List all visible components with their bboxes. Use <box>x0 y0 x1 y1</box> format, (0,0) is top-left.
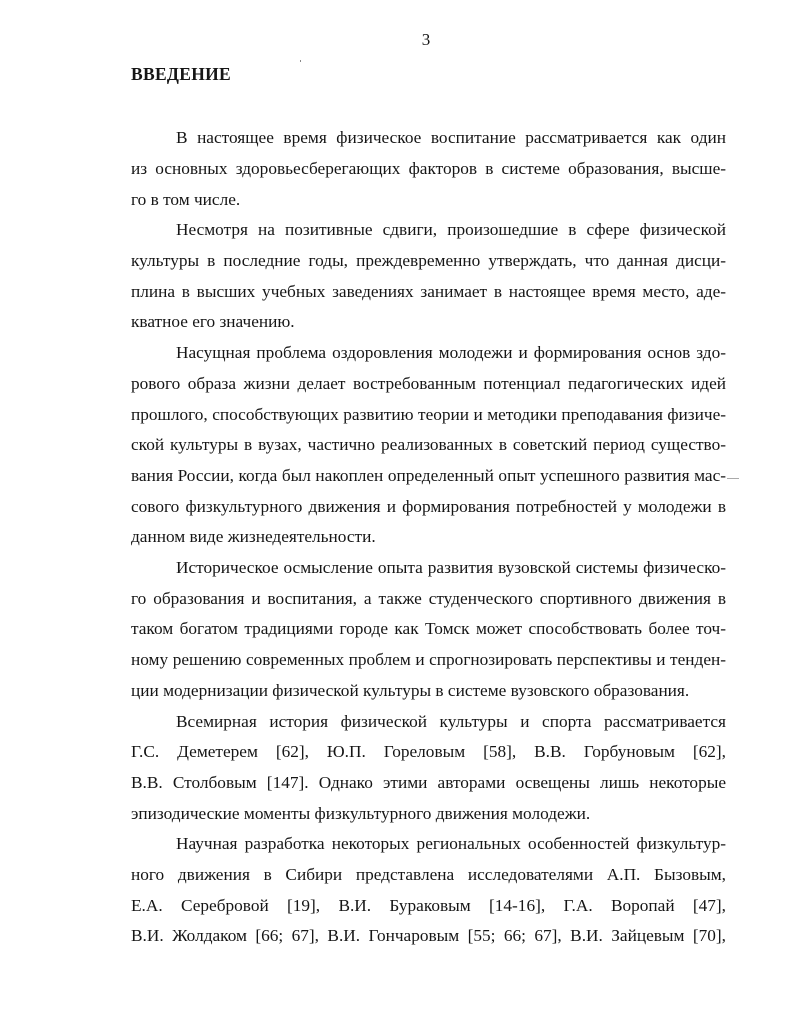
text-line: Несмотря на позитивные сдвиги, произошедшие в сфере физической <box>176 220 726 239</box>
text-line: Е.А. Серебровой [19], В.И. Бураковым [14-16], Г.А. Воропай [47], <box>131 896 726 915</box>
text-line: ции модернизации физической культуры в системе вузовского образования. <box>131 681 690 700</box>
text-line: из основных здоровьесберегающих факторов в системе образования, высше- <box>131 159 726 178</box>
text-line: В.И. Жолдаком [66; 67], В.И. Гончаровым [55; 66; 67], В.И. Зайцевым [70], <box>131 926 726 945</box>
text-line: ской культуры в вузах, частично реализованных в советский период существо- <box>131 435 726 454</box>
text-line: таком богатом традициями городе как Томск может способствовать более точ- <box>131 619 726 638</box>
text-line: В настоящее время физическое воспитание рассматривается как один <box>176 128 726 147</box>
text-line: культуры в последние годы, преждевременно утверждать, что данная дисци- <box>131 251 726 270</box>
text-line: сового физкультурного движения и формирования потребностей у молодежи в <box>131 497 726 516</box>
page-number: 3 <box>421 30 431 49</box>
text-line: го образования и воспитания, а также студенческого спортивного движения в <box>131 589 726 608</box>
text-line: ному решению современных проблем и спрогнозировать перспективы и тенден- <box>131 650 726 669</box>
text-line: вания России, когда был накоплен определенный опыт успешного развития мас- <box>131 466 726 485</box>
text-line: ного движения в Сибири представлена исследователями А.П. Бызовым, <box>131 865 726 884</box>
text-line: кватное его значению. <box>131 312 295 331</box>
section-heading: ВВЕДЕНИЕ <box>131 64 232 84</box>
text-line: эпизодические моменты физкультурного движения молодежи. <box>131 804 591 823</box>
text-line: го в том числе. <box>131 190 241 209</box>
text-line: В.В. Столбовым [147]. Однако этими авторами освещены лишь некоторые <box>131 773 726 792</box>
text-line: данном виде жизнедеятельности. <box>131 527 376 546</box>
text-line: Насущная проблема оздоровления молодежи и формирования основ здо- <box>176 343 726 362</box>
text-line: прошлого, способствующих развитию теории и методики преподавания физиче- <box>131 405 726 424</box>
text-line: Научная разработка некоторых региональных особенностей физкультур- <box>176 834 726 853</box>
text-line: плина в высших учебных заведениях занимает в настоящее время место, аде- <box>131 282 726 301</box>
text-line: Историческое осмысление опыта развития вузовской системы физическо- <box>176 558 726 577</box>
text-line: рового образа жизни делает востребованным потенциал педагогических идей <box>131 374 726 393</box>
scan-speck <box>300 60 301 62</box>
text-line: Г.С. Деметерем [62], Ю.П. Гореловым [58], В.В. Горбуновым [62], <box>131 742 726 761</box>
scan-speck <box>727 478 739 479</box>
text-line: Всемирная история физической культуры и спорта рассматривается <box>176 712 726 731</box>
